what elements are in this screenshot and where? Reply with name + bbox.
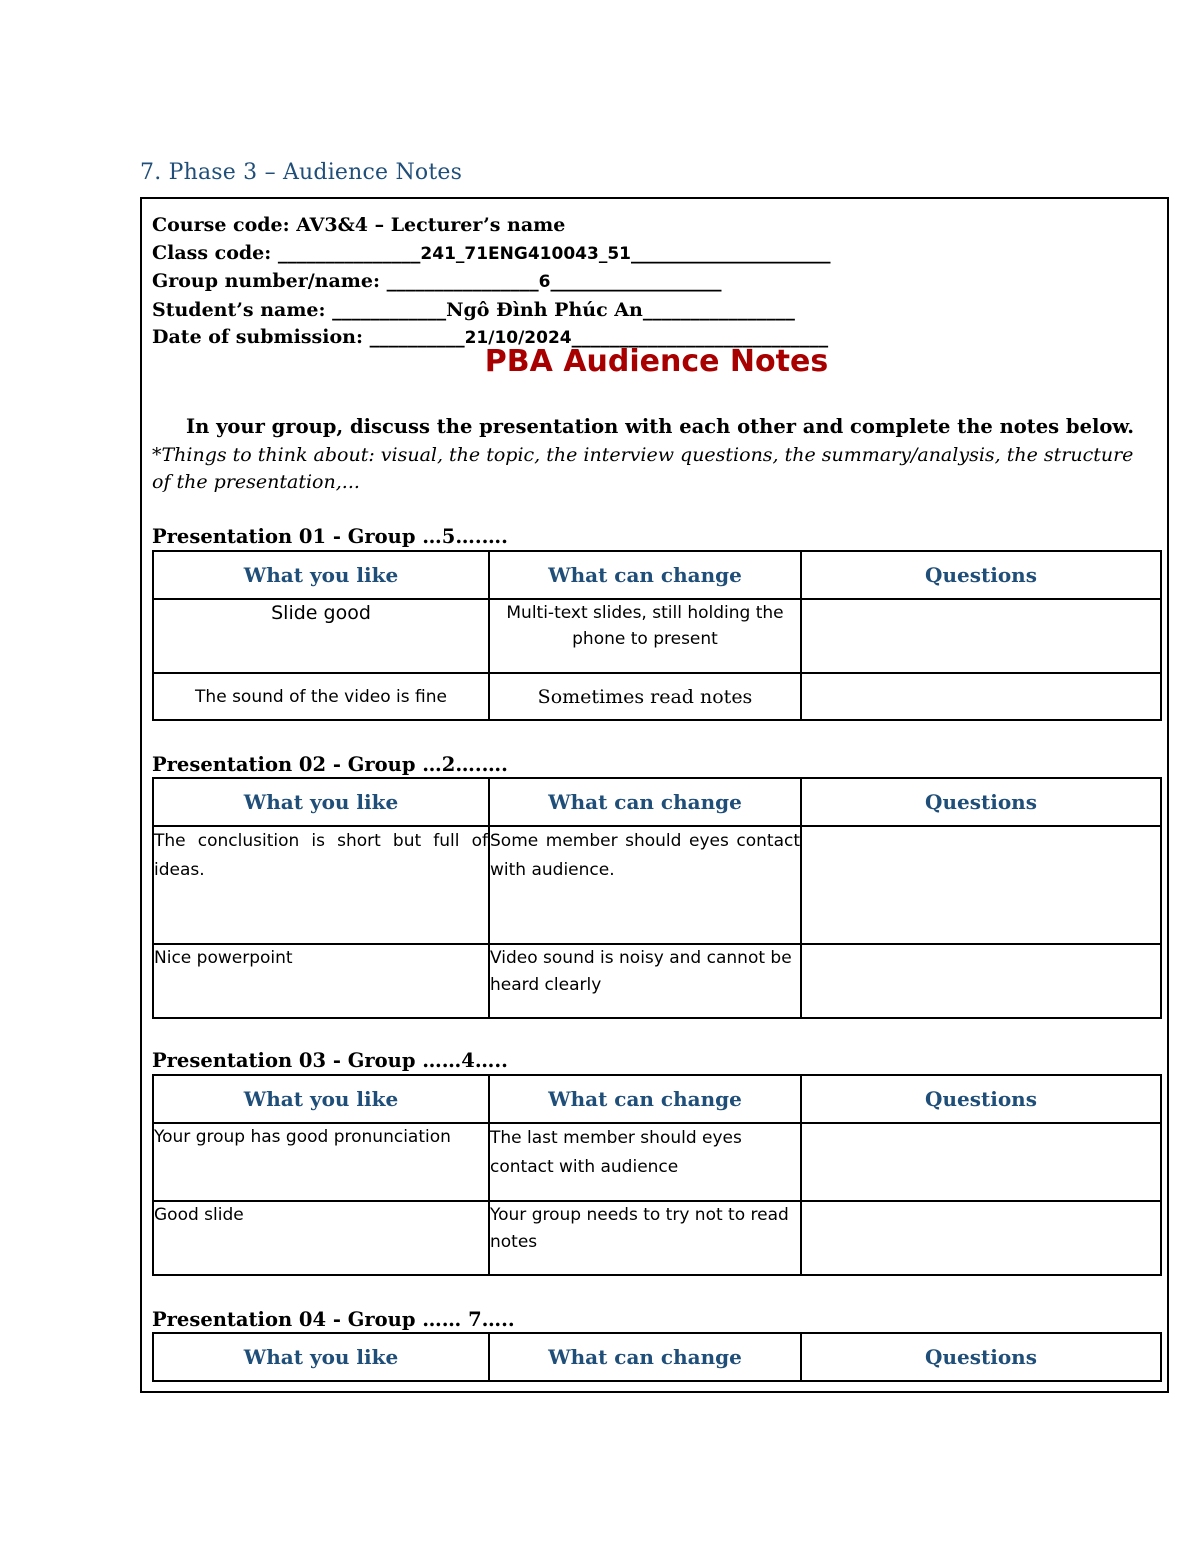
presentation-4-table: [152, 1332, 1162, 1382]
table-row: [153, 826, 1161, 944]
presentation-4-label: Presentation 04 - Group …… 7…..: [152, 1308, 515, 1331]
group-underline-end: __________________: [550, 270, 722, 292]
like-cell: Good slide: [153, 1201, 489, 1275]
group-value: 6: [538, 272, 551, 292]
presentation-2-label: Presentation 02 - Group …2….….: [152, 753, 508, 776]
table-row: [153, 599, 1161, 673]
course-code-label: Course code: AV3&4 – Lecturer’s name: [152, 214, 566, 236]
column-header-questions: Questions: [801, 1333, 1161, 1381]
column-header-like: What you like: [153, 1075, 489, 1123]
column-header-questions: Questions: [801, 1075, 1161, 1123]
table-row: [153, 673, 1161, 720]
questions-cell: [801, 1201, 1161, 1275]
presentation-2-table: [152, 777, 1162, 1019]
questions-cell: [801, 944, 1161, 1018]
group-line: [152, 268, 830, 297]
group-label: Group number/name:: [152, 270, 387, 292]
student-underline: ____________: [332, 298, 447, 321]
column-header-like: What you like: [153, 551, 489, 599]
class-code-line: [152, 240, 830, 269]
class-code-label: Class code:: [152, 241, 278, 264]
date-underline-end: ___________________________: [571, 326, 829, 348]
column-header-questions: Questions: [801, 778, 1161, 826]
table-row: [153, 1201, 1161, 1275]
presentation-1-table: [152, 550, 1162, 721]
like-cell: The sound of the video is fine: [153, 673, 489, 720]
change-cell: Your group needs to try not to read notes: [489, 1201, 801, 1275]
class-code-underline-end: _____________________: [630, 241, 831, 264]
questions-cell: [801, 673, 1161, 720]
table-row: [153, 1123, 1161, 1201]
table-row: [153, 944, 1161, 1018]
table-header-row: [153, 551, 1161, 599]
presentation-1-label: Presentation 01 - Group …5….….: [152, 525, 508, 548]
date-underline: __________: [369, 326, 465, 348]
group-underline: ________________: [386, 270, 539, 292]
date-label: Date of submission:: [152, 326, 370, 348]
date-value: 21/10/2024: [464, 328, 572, 348]
questions-cell: [801, 1123, 1161, 1201]
student-value: Ngô Đình Phúc An: [446, 298, 643, 321]
class-code-value: 241_71ENG410043_51: [420, 243, 631, 264]
section-heading: 7. Phase 3 – Audience Notes: [140, 160, 463, 185]
change-cell: The last member should eyes contact with audience: [489, 1123, 801, 1201]
like-cell: Nice powerpoint: [153, 944, 489, 1018]
column-header-like: What you like: [153, 778, 489, 826]
questions-cell: [801, 599, 1161, 673]
column-header-questions: Questions: [801, 551, 1161, 599]
instruction-text: In your group, discuss the presentation with each other and complete the notes below.: [186, 415, 1134, 438]
questions-cell: [801, 826, 1161, 944]
column-header-like: What you like: [153, 1333, 489, 1381]
column-header-change: What can change: [489, 1075, 801, 1123]
table-header-row: [153, 778, 1161, 826]
like-cell: [153, 599, 489, 673]
column-header-change: What can change: [489, 778, 801, 826]
class-code-underline: _______________: [277, 241, 421, 264]
column-header-change: What can change: [489, 551, 801, 599]
change-cell: Some member should eyes contact with audience.: [489, 826, 801, 944]
like-text: Slide good: [271, 602, 371, 624]
student-label: Student’s name:: [152, 298, 333, 321]
like-cell: The conclusition is short but full of ideas.: [153, 826, 489, 944]
column-header-change: What can change: [489, 1333, 801, 1381]
like-cell: Your group has good pronunciation: [153, 1123, 489, 1201]
change-cell: Sometimes read notes: [489, 673, 801, 720]
header-fields: [152, 212, 830, 353]
change-cell: Video sound is noisy and cannot be heard clearly: [489, 944, 801, 1018]
change-cell: Multi-text slides, still holding the phone to present: [489, 599, 801, 673]
course-code-line: [152, 212, 830, 240]
table-header-row: [153, 1333, 1161, 1381]
student-line: [152, 297, 830, 325]
student-underline-end: ________________: [642, 298, 795, 321]
audience-notes-form: [140, 197, 1169, 1393]
table-header-row: [153, 1075, 1161, 1123]
document-title: PBA Audience Notes: [484, 344, 829, 379]
things-to-think-text: *Things to think about: visual, the topic, the interview questions, the summary/analysis, the structure of the presentation,...: [152, 444, 1134, 493]
presentation-3-label: Presentation 03 - Group ……4…..: [152, 1049, 508, 1072]
presentation-3-table: [152, 1074, 1162, 1276]
